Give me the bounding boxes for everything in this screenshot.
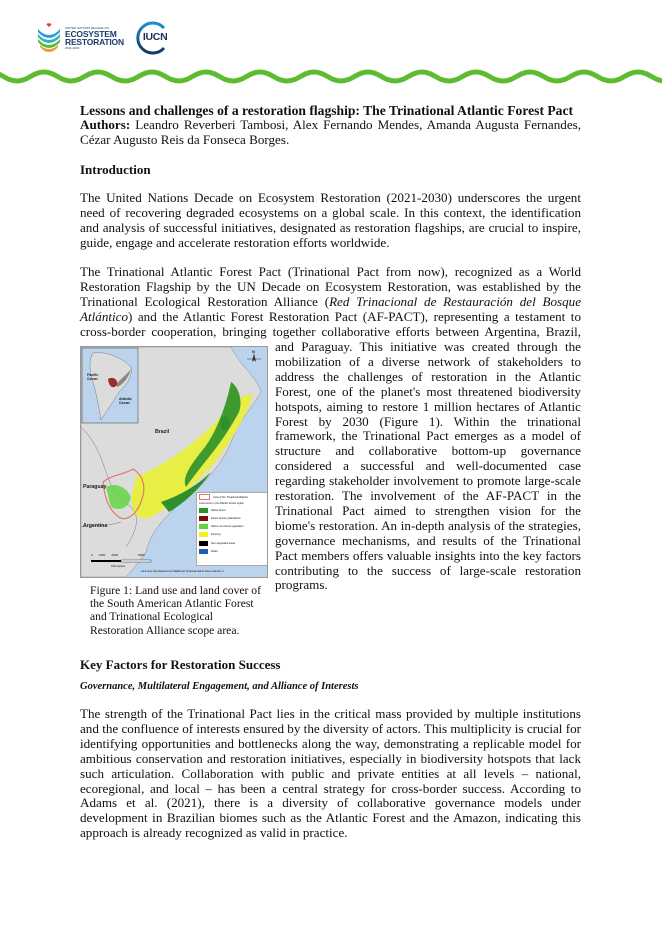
legend-item: [197, 506, 268, 514]
scale-tick: 1250: [98, 553, 106, 557]
un-decade-emblem-icon: [36, 23, 62, 53]
intro-p2-before: The Trinational Atlantic Forest Pact (Trinational Pact from now), recognized as a World Restoration Flagship by the UN Decade on Ecosystem Restoration, was established by the Trinational Ecological Restoration Alliance (: [80, 264, 581, 310]
scale-bar-ticks: [91, 553, 145, 557]
legend-item: [197, 547, 268, 555]
legend-boundary-label: Area of the Trinational Alliance: [213, 495, 249, 499]
intro-paragraph-1: The United Nations Decade on Ecosystem Restoration (2021-2030) underscores the urgent need of recovering degraded ecosystems on a global scale. In this context, the identification and analysis of successful initiatives, designated as restoration flagships, are crucial to inspire, guide, engage and accelerate restoration efforts worldwide.: [80, 189, 581, 250]
logo-line-3: RESTORATION: [65, 37, 124, 47]
authors-label: Authors:: [80, 117, 131, 132]
map-label-brazil: Brazil: [155, 429, 170, 435]
figure-1: [80, 346, 268, 637]
wave-divider: [0, 64, 662, 88]
legend-label: Native non-forest vegetation: [211, 525, 244, 529]
header-logos: [36, 18, 170, 58]
section-heading-key-factors: Key Factors for Restoration Success: [80, 657, 281, 672]
map-label-argentina: Argentina: [83, 523, 108, 529]
map-legend: [196, 492, 268, 566]
legend-boundary: [197, 493, 268, 501]
key-factors-section: [80, 657, 581, 841]
legend-label: Native forest: [211, 508, 226, 512]
legend-label: Non-vegetated areas: [211, 541, 236, 545]
scale-bar-unit: Kilometers: [111, 564, 126, 568]
iucn-logo-text: IUCN: [142, 31, 168, 43]
legend-title: Land cover in the Atlantic Forest region: [199, 502, 244, 506]
logo-line-2: ECOSYSTEM: [65, 29, 117, 39]
un-decade-logo: [36, 23, 124, 53]
map-north-label: N: [252, 349, 255, 354]
article-title: Lessons and challenges of a restoration flagship: The Trinational Atlantic Forest Pact: [80, 103, 574, 118]
legend-label: Water: [211, 549, 218, 553]
map-credit: Land cover data obtained from MapBiomas Trinational Atlantic Forest collection 4: [141, 571, 224, 573]
legend-item: [197, 514, 268, 522]
legend-swatch: [199, 541, 208, 546]
land-cover-map: [80, 346, 268, 578]
legend-item: [197, 523, 268, 531]
map-label-pacific: Pacific Ocean: [87, 373, 99, 381]
subsection-heading-governance: Governance, Multilateral Engagement, and Alliance of Interests: [80, 681, 359, 692]
scale-tick: 5000: [138, 553, 145, 557]
scale-tick: 2500: [111, 553, 119, 557]
legend-boundary-swatch: [199, 494, 210, 500]
logo-line-1: UNITED NATIONS DECADE ON: [65, 26, 109, 30]
legend-swatch: [199, 516, 208, 521]
logo-line-4: 2021-2030: [65, 46, 80, 50]
figure-caption: Figure 1: Land use and land cover of the South American Atlantic Forest and Trinational Ecological Restoration Alliance scope area.: [90, 584, 261, 637]
scale-tick: 0: [91, 553, 93, 557]
legend-item: [197, 539, 268, 547]
authors-line: [80, 118, 581, 148]
map-label-paraguay: Paraguay: [83, 484, 107, 490]
legend-label: Exotic forestry plantations: [211, 516, 241, 520]
intro-p2-after: ) and the Atlantic Forest Restoration Pact (AF-PACT), representing a testament to cross-border cooperation, bringing together collaborative efforts between Argentina, Brazil, and Paraguay. This initiative was created through the mobilization of a diverse network of stakeholders to address the challenges of restoration in the Atlantic Forest, one of the planet's most threatened biodiversity hotspots, aiming to restore 1 million hectares of Atlantic Forest by 2030 (Figure 1). Within the trinational framework, the Trinational Pact emerges as a model of structure and collaborative bottom-up governance considered a successful and well-documented case regarding stakeholder involvement to promote large-scale restoration. The involvement of the AF-PACT in the Trinational Pact aimed to strengthen vision for the biome's restoration. An in-depth analysis of the strategies, governance mechanisms, and results of the Trinational Pact members offers valuable insights into the key factors contributing to the success of large-scale restoration programs.: [80, 309, 581, 593]
legend-swatch: [199, 549, 208, 554]
legend-item: [197, 531, 268, 539]
section-heading-introduction: Introduction: [80, 161, 151, 177]
iucn-logo: [134, 20, 170, 56]
governance-paragraph: The strength of the Trinational Pact lies in the critical mass provided by multiple institutions and the confluence of interests ensured by the diversity of actors. This multiplicity is crucial for identifying opportunities and bottlenecks along the way, demonstrating a replicable model for ambitious conservation and restoration initiatives, especially in biodiversity hotspots that lack such articulation. Collaboration with public and private entities at all levels – national, ecoregional, and local – has been a central strategy for cross-border success. According to Adams et al. (2021), there is a diversity of collaborative governance models under development in Brazilian biomes such as the Atlantic Forest and the Amazon, indicating this approach is already recognized as valid in practice.: [80, 706, 581, 841]
legend-swatch: [199, 532, 208, 537]
authors-list: Leandro Reverberi Tambosi, Alex Fernando Mendes, Amanda Augusta Fernandes, Cézar Augusto Reis da Fonseca Borges.: [80, 117, 581, 147]
map-label-atlantic: Atlantic Ocean: [119, 397, 132, 405]
legend-swatch: [199, 524, 208, 529]
intro-p2-italic: Red Trinacional de Restauración del Bosque Atlántico: [80, 294, 582, 325]
legend-swatch: [199, 508, 208, 513]
legend-label: Farming: [211, 533, 221, 537]
